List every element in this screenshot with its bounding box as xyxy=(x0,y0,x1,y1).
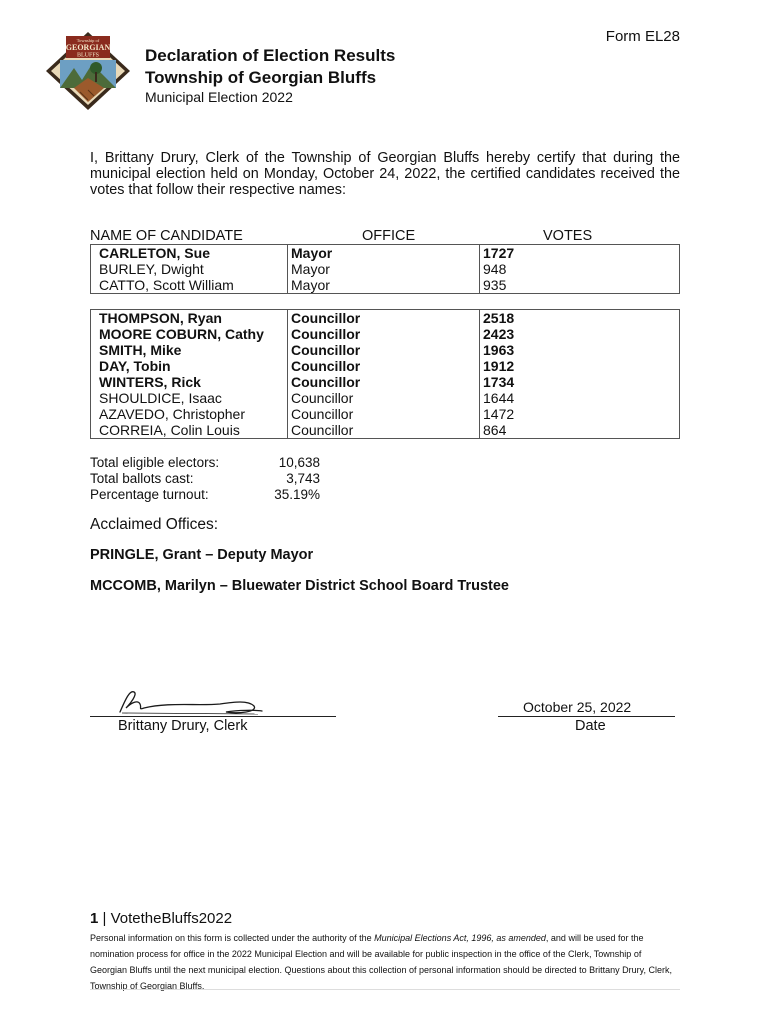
page-tag: | VotetheBluffs2022 xyxy=(98,910,233,927)
mayor-results-table xyxy=(90,244,680,294)
candidate-name: AZAVEDO, Christopher xyxy=(91,406,288,422)
candidate-votes: 2423 xyxy=(480,326,680,342)
date-line xyxy=(498,716,675,717)
township-logo xyxy=(44,30,132,112)
certification-statement: I, Brittany Drury, Clerk of the Township of Georgian Bluffs hereby certify that during the municipal election held on Monday, October 24, 2022, the certified candidates received the votes that follow their respective names: xyxy=(90,150,680,198)
clerk-signature xyxy=(108,688,268,718)
candidate-name: DAY, Tobin xyxy=(91,358,288,374)
document-township: Township of Georgian Bluffs xyxy=(145,68,377,87)
privacy-notice xyxy=(90,930,680,994)
candidate-office: Councillor xyxy=(288,390,480,406)
candidate-votes: 1963 xyxy=(480,342,680,358)
clerk-name-label: Brittany Drury, Clerk xyxy=(118,718,248,734)
privacy-notice-end: , and will be used for the nomination process for office in the 2022 Municipal Election and will be available for public inspection in the office of the Clerk, Township of Georgian Bluffs until the next municipal election. Questions about this collection of personal information should be directed to Brittany Drury, Clerk, Township of Georgian Bluffs. xyxy=(90,933,672,991)
turnout-value: 35.19% xyxy=(274,487,320,502)
councillor-result-row xyxy=(91,358,680,374)
candidate-office: Councillor xyxy=(288,326,480,342)
candidate-name: MOORE COBURN, Cathy xyxy=(91,326,288,342)
ballots-cast-value: 3,743 xyxy=(286,471,320,486)
mayor-result-row xyxy=(91,245,680,262)
form-id: Form EL28 xyxy=(605,28,680,45)
candidate-name: BURLEY, Dwight xyxy=(91,261,288,277)
document-subtitle: Municipal Election 2022 xyxy=(145,89,293,105)
signature-line xyxy=(90,716,336,717)
mayor-result-row xyxy=(91,277,680,294)
eligible-electors-value: 10,638 xyxy=(278,455,320,470)
turnout-label: Percentage turnout: xyxy=(90,487,209,502)
councillor-result-row xyxy=(91,342,680,358)
councillor-result-row xyxy=(91,326,680,342)
candidate-office: Councillor xyxy=(288,310,480,327)
candidate-office: Councillor xyxy=(288,342,480,358)
document-title: Declaration of Election Results xyxy=(145,46,396,65)
mayor-result-row xyxy=(91,261,680,277)
acclaimed-deputy-mayor: PRINGLE, Grant – Deputy Mayor xyxy=(90,547,314,563)
page-footer xyxy=(90,910,232,927)
candidate-office: Councillor xyxy=(288,406,480,422)
councillor-result-row xyxy=(91,422,680,439)
councillor-result-row xyxy=(91,310,680,327)
eligible-electors-label: Total eligible electors: xyxy=(90,455,220,470)
candidate-votes: 864 xyxy=(480,422,680,439)
column-header-name: NAME OF CANDIDATE xyxy=(90,228,243,244)
councillor-result-row xyxy=(91,390,680,406)
date-label: Date xyxy=(575,718,606,734)
acclaimed-trustee: MCCOMB, Marilyn – Bluewater District School Board Trustee xyxy=(90,578,509,594)
councillor-result-row xyxy=(91,406,680,422)
column-header-office: OFFICE xyxy=(362,228,416,244)
councillor-result-row xyxy=(91,374,680,390)
signed-date: October 25, 2022 xyxy=(523,699,632,715)
page-number: 1 xyxy=(90,910,99,927)
candidate-votes: 2518 xyxy=(480,310,680,327)
candidate-office: Councillor xyxy=(288,374,480,390)
acclaimed-heading: Acclaimed Offices: xyxy=(90,516,219,533)
logo-text-top: Township of xyxy=(76,38,100,43)
candidate-office: Mayor xyxy=(288,261,480,277)
candidate-name: SHOULDICE, Isaac xyxy=(91,390,288,406)
candidate-name: CATTO, Scott William xyxy=(91,277,288,294)
footer-rule xyxy=(90,989,680,990)
candidate-votes: 948 xyxy=(480,261,680,277)
candidate-votes: 1644 xyxy=(480,390,680,406)
candidate-votes: 935 xyxy=(480,277,680,294)
candidate-office: Mayor xyxy=(288,245,480,262)
candidate-votes: 1727 xyxy=(480,245,680,262)
candidate-name: CORREIA, Colin Louis xyxy=(91,422,288,439)
candidate-votes: 1472 xyxy=(480,406,680,422)
logo-text-main: GEORGIAN xyxy=(65,43,111,52)
candidate-name: CARLETON, Sue xyxy=(91,245,288,262)
privacy-notice-start: Personal information on this form is collected under the authority of the xyxy=(90,933,375,943)
candidate-name: WINTERS, Rick xyxy=(91,374,288,390)
logo-text-sub: BLUFFS xyxy=(76,52,100,59)
candidate-votes: 1734 xyxy=(480,374,680,390)
ballots-cast-label: Total ballots cast: xyxy=(90,471,194,486)
candidate-office: Councillor xyxy=(288,422,480,439)
candidate-votes: 1912 xyxy=(480,358,680,374)
candidate-office: Councillor xyxy=(288,358,480,374)
councillor-results-table xyxy=(90,309,680,439)
candidate-name: THOMPSON, Ryan xyxy=(91,310,288,327)
candidate-name: SMITH, Mike xyxy=(91,342,288,358)
privacy-notice-act: Municipal Elections Act, 1996, as amended xyxy=(374,933,546,943)
candidate-office: Mayor xyxy=(288,277,480,294)
column-header-votes: VOTES xyxy=(543,228,593,244)
